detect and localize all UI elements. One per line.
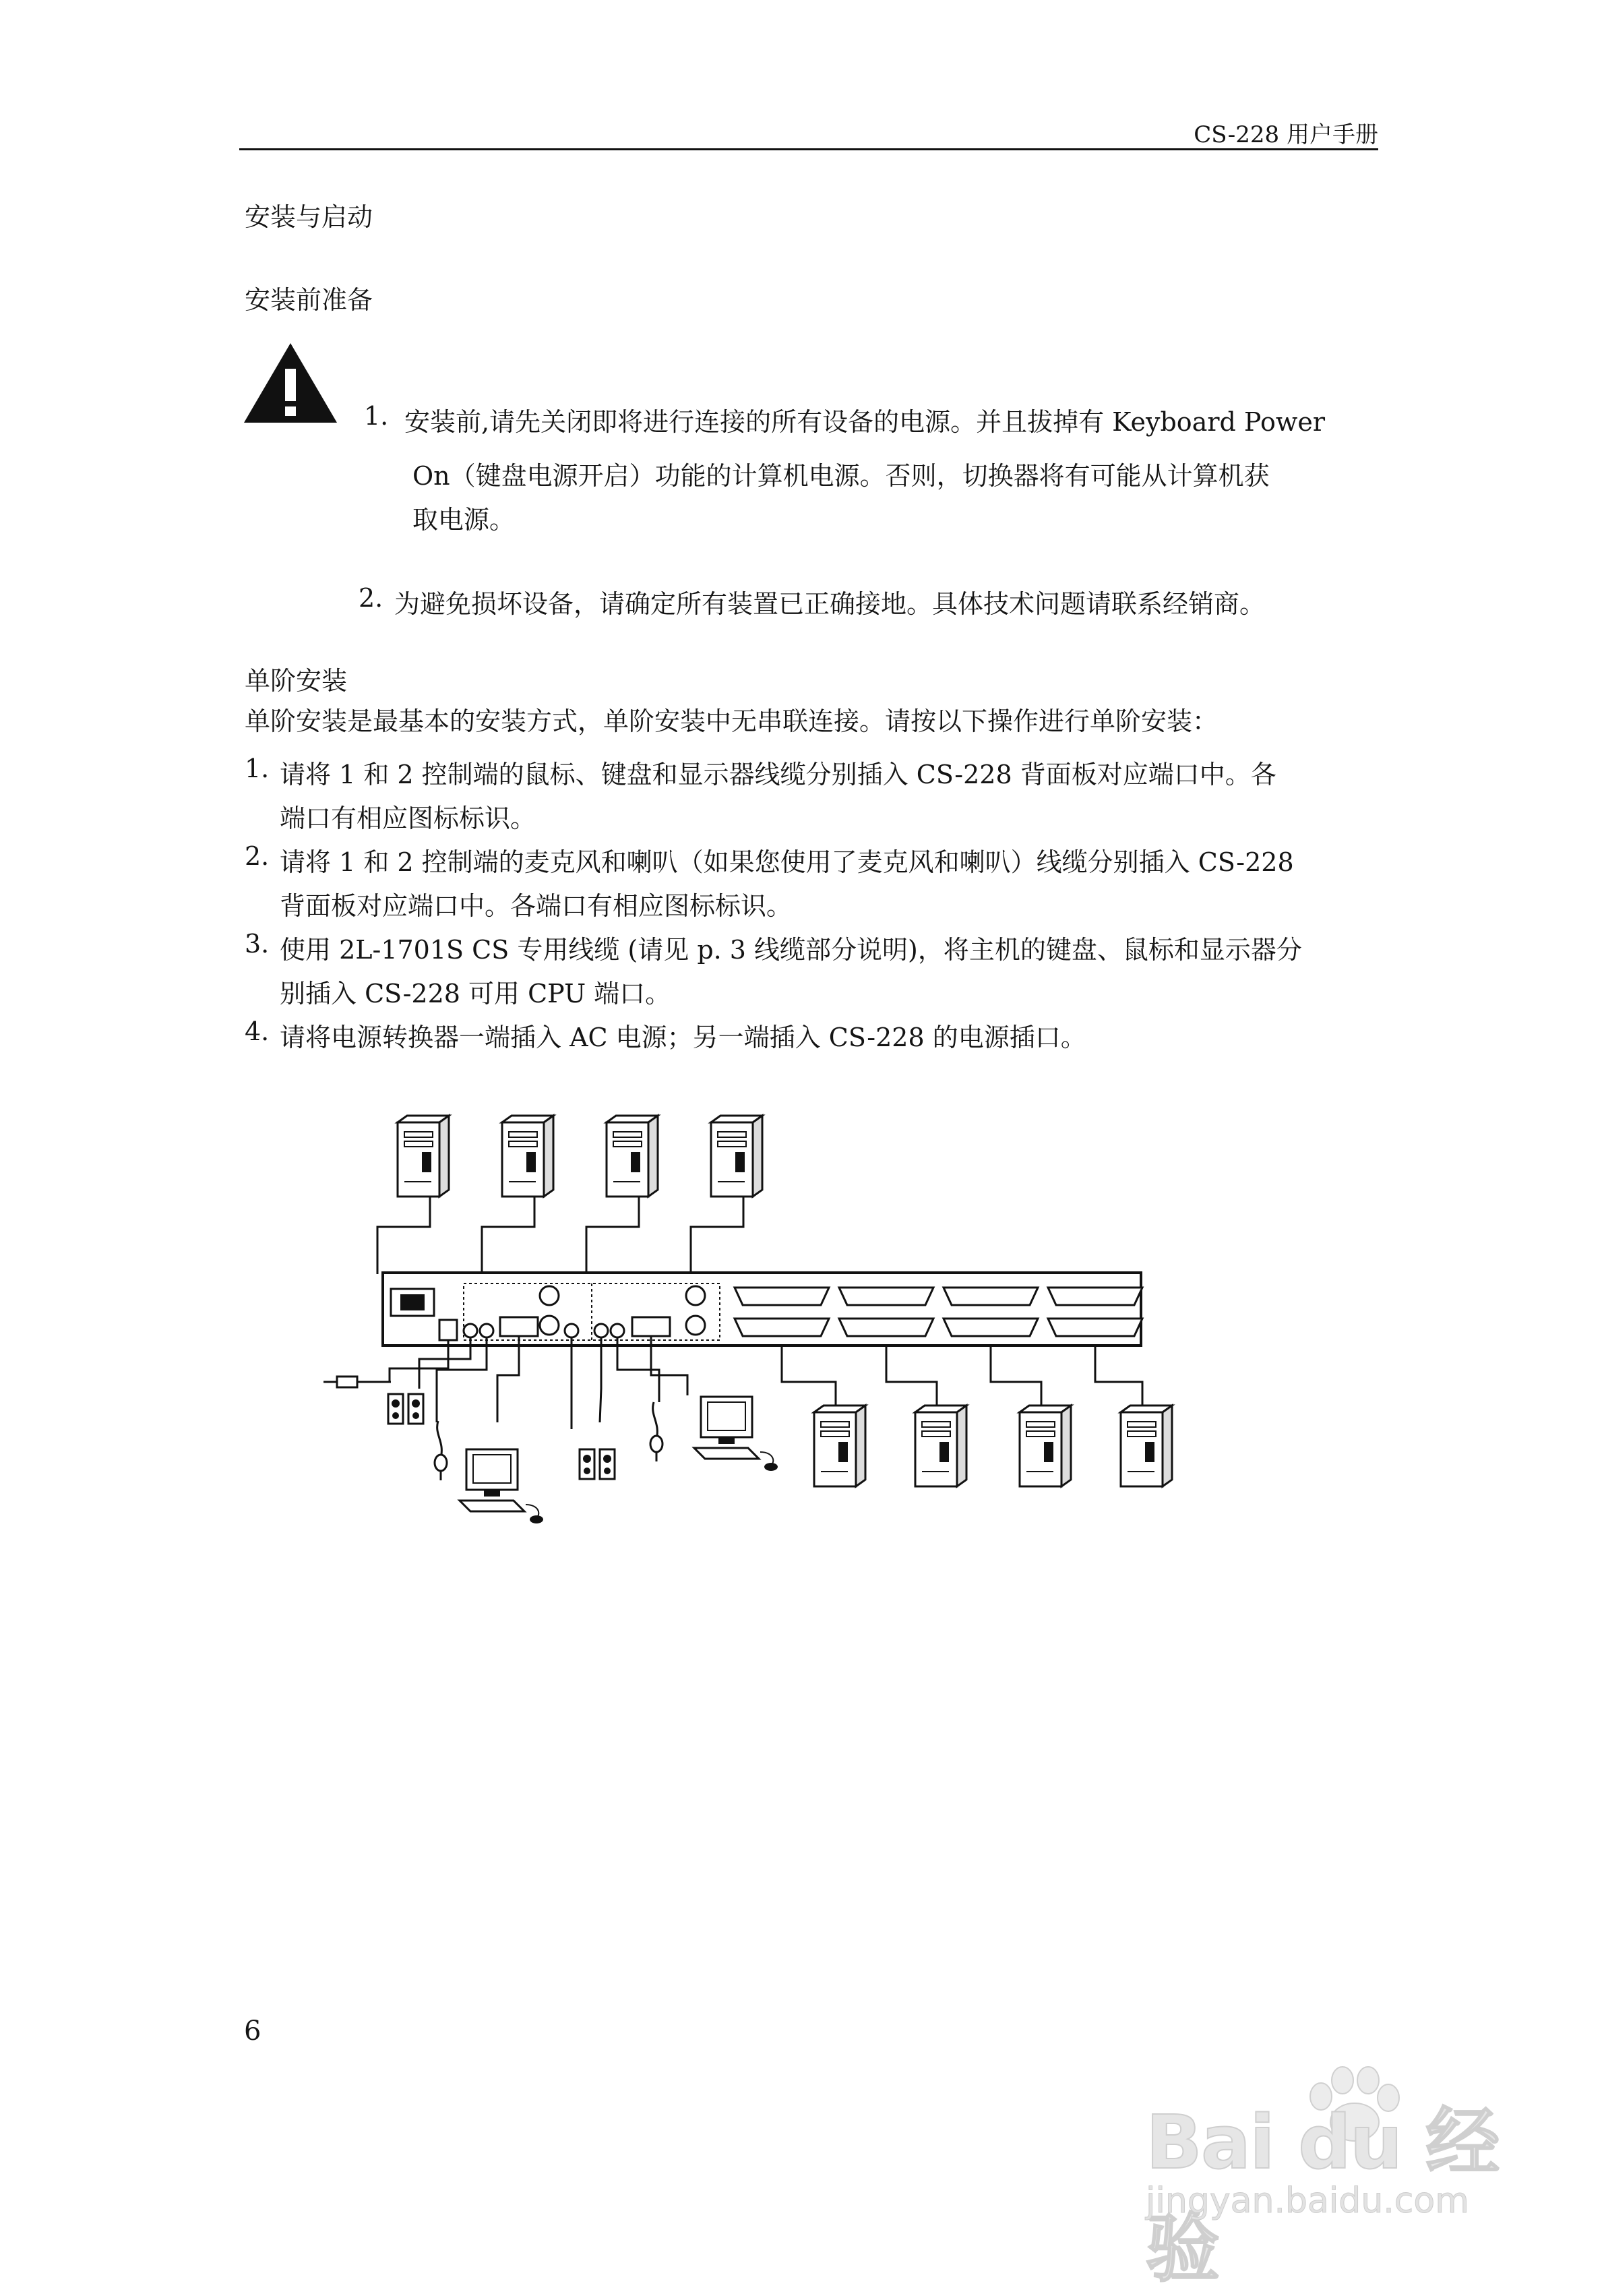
watermark-url: jingyan.baidu.com [1146, 2181, 1469, 2221]
step-line: 请将 1 和 2 控制端的鼠标、键盘和显示器线缆分别插入 CS-228 背面板对应端口中。各 [280, 760, 1276, 789]
warning-num: 1. [364, 401, 389, 431]
step-line: 端口有相应图标标识。 [280, 804, 536, 833]
single-install-title: 单阶安装 [245, 666, 348, 696]
warning-icon [243, 340, 338, 425]
section-prep-title: 安装前准备 [245, 285, 373, 315]
warning-line: 为避免损坏设备，请确定所有装置已正确接地。具体技术问题请联系经销商。 [394, 589, 1266, 619]
header-title: CS-228 用户手册 [1194, 121, 1378, 148]
step-line: 别插入 CS-228 可用 CPU 端口。 [280, 979, 671, 1008]
baidu-watermark [1132, 2063, 1537, 2292]
watermark-brand: Bai du 经验 [1146, 2099, 1499, 2292]
step-num: 4. [245, 1017, 270, 1046]
installation-diagram [310, 1106, 1254, 1544]
step-num: 2. [245, 841, 270, 871]
page-header [239, 113, 1378, 150]
warning-line: 安装前,请先关闭即将进行连接的所有设备的电源。并且拔掉有 Keyboard Power [404, 407, 1325, 437]
warning-line: On（键盘电源开启）功能的计算机电源。否则，切换器将有可能从计算机获 [412, 461, 1270, 491]
section-install-title: 安装与启动 [245, 202, 373, 232]
step-num: 1. [245, 754, 270, 783]
warning-line: 取电源。 [412, 505, 516, 535]
step-line: 请将 1 和 2 控制端的麦克风和喇叭（如果您使用了麦克风和喇叭）线缆分别插入 CS-228 [280, 847, 1294, 877]
warning-num: 2. [359, 583, 383, 613]
page-number: 6 [244, 2016, 261, 2047]
step-num: 3. [245, 929, 270, 959]
single-install-intro: 单阶安装是最基本的安装方式，单阶安装中无串联连接。请按以下操作进行单阶安装： [245, 706, 1219, 736]
step-line: 背面板对应端口中。各端口有相应图标标识。 [280, 891, 793, 921]
step-line: 使用 2L-1701S CS 专用线缆 (请见 p. 3 线缆部分说明)，将主机的键盘、鼠标和显示器分 [280, 935, 1302, 965]
step-line: 请将电源转换器一端插入 AC 电源；另一端插入 CS-228 的电源插口。 [280, 1023, 1086, 1052]
